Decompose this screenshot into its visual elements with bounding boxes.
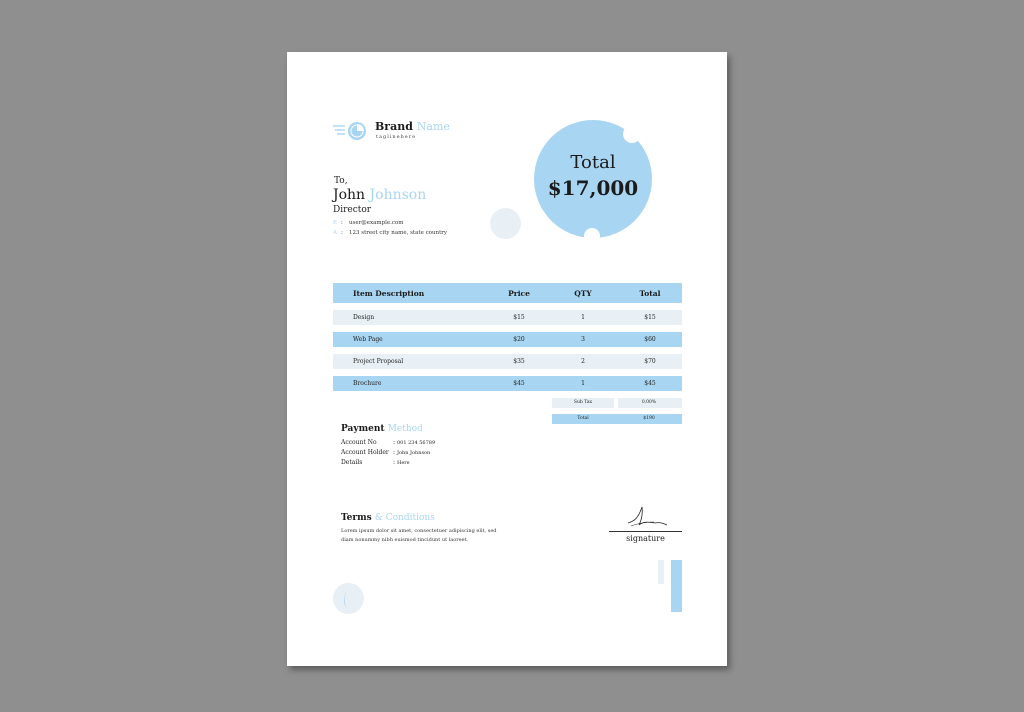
row-description: Design [353,314,375,321]
client-last-name: Johnson [369,187,427,203]
contact-address-row [333,230,447,236]
to-label: To, [334,176,348,186]
brand-name-bold: Brand [375,120,413,133]
payment-row [341,449,430,456]
row-qty: 2 [581,358,585,365]
client-name [333,187,426,203]
terms-title-accent: & Conditions [374,513,435,523]
row-total: $70 [644,358,656,365]
payment-label: Account No [341,439,377,446]
sub-tax-row [552,398,682,408]
signature-label: signature [626,534,665,543]
row-price: $15 [513,314,525,321]
table-row [333,310,682,325]
separator: : [341,230,343,236]
payment-row [341,459,410,466]
separator: : [341,220,343,226]
pie-chart-logo-icon [333,120,369,142]
summary-total-row [552,414,682,424]
header-total: Total [639,288,661,298]
payment-value: Here [396,460,410,466]
row-description: Web Page [353,336,383,343]
crescent-moon-icon [333,583,364,614]
row-total: $15 [644,314,656,321]
table-header [333,283,682,303]
email-value: user@example.com [349,220,404,226]
payment-value: John Johnson [396,450,431,456]
table-row [333,332,682,347]
address-value: 123 street city name, state country [349,230,448,236]
row-description: Project Proposal [353,358,404,365]
row-description: Brochure [353,380,382,387]
total-label: Total [570,152,616,173]
row-qty: 1 [581,314,585,321]
sub-tax-value: 0.00% [641,400,657,405]
total-amount: $17,000 [547,176,639,200]
decorative-bar [658,560,664,584]
brand-name [375,120,450,133]
payment-label: Account Holder [341,449,389,456]
payment-value: 001 234 56789 [396,440,436,446]
header-qty: QTY [574,288,592,298]
header-price: Price [508,288,530,298]
row-price: $20 [513,336,525,343]
client-role: Director [333,205,372,215]
payment-title-bold: Payment [341,424,385,434]
client-first-name: John [333,187,366,203]
row-price: $45 [513,380,525,387]
row-qty: 3 [581,336,585,343]
signature-line [609,531,682,532]
terms-title [341,513,435,523]
payment-label: Details [341,459,363,466]
payment-title-accent: Method [387,424,423,434]
terms-text: Lorem ipsum dolor sit amet, consectetuer adipiscing elit, sed diam nonummy nibh euismod tincidunt ut laoreet. [341,528,497,543]
decorative-notch [623,125,641,143]
decorative-bubble [490,208,521,239]
invoice-page [287,52,727,666]
decorative-bar [671,560,682,612]
terms-title-bold: Terms [341,513,372,523]
decorative-notch [584,228,600,244]
table-row [333,376,682,391]
contact-email-row [333,220,404,226]
summary-total-value: $190 [643,416,655,421]
table-row [333,354,682,369]
brand-name-accent: Name [416,120,450,133]
email-label: E [333,220,338,226]
row-total: $60 [644,336,656,343]
sub-tax-label: Sub Tax [573,400,593,405]
separator: : [393,439,396,446]
brand-tagline: taglinehere [376,134,417,140]
signature-scribble [622,501,670,531]
row-qty: 1 [581,380,585,387]
header-item-description: Item Description [353,288,425,298]
summary-total-label: Total [577,416,589,421]
separator: : [393,459,396,466]
payment-row [341,439,435,446]
address-label: A [333,230,337,236]
row-price: $35 [513,358,525,365]
payment-title [341,424,423,434]
separator: : [393,449,396,456]
row-total: $45 [644,380,656,387]
